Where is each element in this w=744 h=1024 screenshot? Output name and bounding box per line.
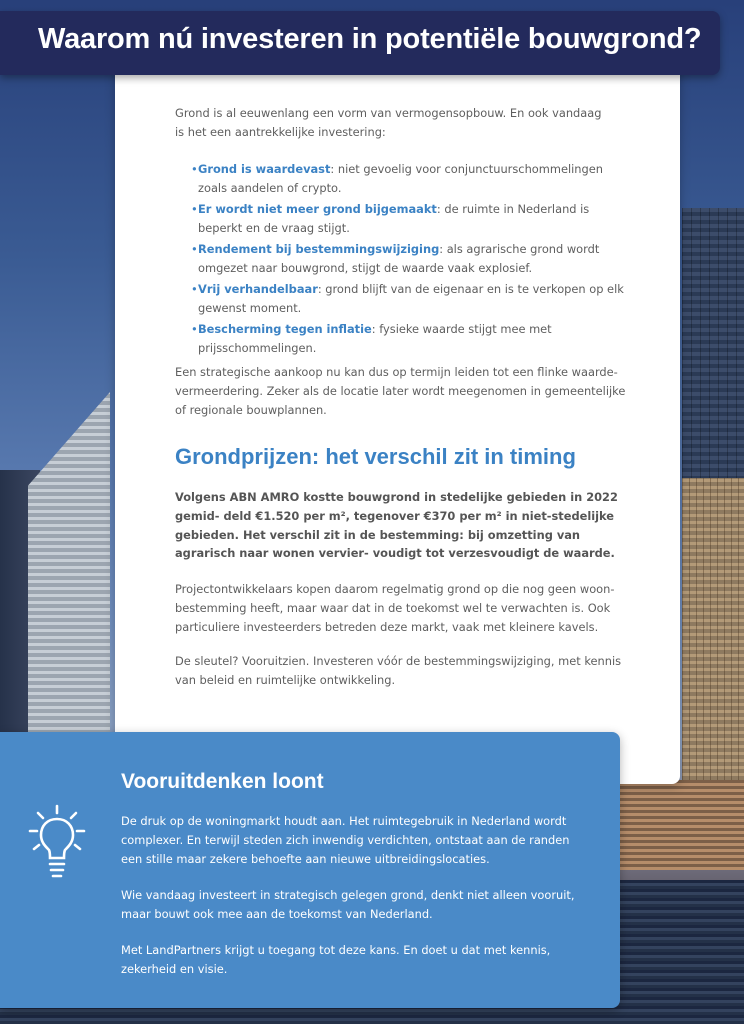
bullet-keyword: Er wordt niet meer grond bijgemaakt xyxy=(198,201,437,216)
strategic-purchase-paragraph: Een strategische aankoop nu kan dus op termijn leiden tot een flinke waarde- vermeerdering. Zeker als de locatie later wordt meegenomen in gemeentelijke of regionale bouwplannen. xyxy=(175,365,626,417)
key-paragraph: De sleutel? Vooruitzien. Investeren vóór de bestemmingswijziging, met kennis van beleid en ruimtelijke ontwikkeling. xyxy=(175,654,622,687)
bullet-text: : fysieke waarde stijgt mee met prijsschommelingen. xyxy=(198,321,552,355)
list-item: • Vrij verhandelbaar: grond blijft van de eigenaar en is te verkopen op elk gewenst moment. xyxy=(191,281,624,315)
callout-body xyxy=(121,812,591,976)
harbor-buildings xyxy=(600,780,744,870)
bullet-text: : grond blijft van de eigenaar en is te verkopen op elk gewenst moment. xyxy=(198,281,624,315)
page-title: Waarom nú investeren in potentiële bouwgrond? xyxy=(38,23,702,55)
abn-amro-paragraph: Volgens ABN AMRO kostte bouwgrond in stedelijke gebieden in 2022 gemid- deld €1.520 per m², tegenover €370 per m² in niet-stedelijke gebieden. Het verschil zit in de bestemming: bij omzetting van agrarisch naar wonen vervier- voudigt tot verzesvoudigt de waarde. xyxy=(175,490,618,561)
intro-paragraph: Grond is al eeuwenlang een vorm van vermogensopbouw. En ook vandaag is het een aantrekkelijke investering: xyxy=(175,106,602,139)
bullet-text: : als agrarische grond wordt omgezet naar bouwgrond, stijgt de waarde vaak explosief. xyxy=(198,241,600,275)
list-item: • Grond is waardevast: niet gevoelig voor conjunctuurschommelingen zoals aandelen of crypto. xyxy=(191,162,603,195)
benefits-list xyxy=(191,160,631,360)
developers-paragraph: Projectontwikkelaars kopen daarom regelmatig grond op die nog geen woon- bestemming heeft, maar waar dat in de toekomst wel te verwachten is. Ook particuliere investeerders betreden deze markt, vaak met kleinere kavels. xyxy=(175,582,615,634)
section-title: Grondprijzen: het verschil zit in timing xyxy=(175,444,576,469)
header-banner xyxy=(0,11,720,75)
bullet-keyword: Vrij verhandelbaar xyxy=(198,281,318,296)
callout-paragraph-1: De druk op de woningmarkt houdt aan. Het ruimtegebruik in Nederland wordt complexer. En terwijl steden zich inwendig verdichten, ontstaat aan de randen een stille maar zekere behoefte aan nieuwe uitbreidingslocaties. xyxy=(121,814,570,866)
callout-title: Vooruitdenken loont xyxy=(121,770,324,793)
content-card xyxy=(115,68,680,784)
building-right-lower xyxy=(682,478,744,818)
list-item: • Rendement bij bestemmingswijziging: als agrarische grond wordt omgezet naar bouwgrond, stijgt de waarde vaak explosief. xyxy=(191,241,600,275)
callout-paragraph-2: Wie vandaag investeert in strategisch gelegen grond, denkt niet alleen vooruit, maar bouwt ook mee aan de toekomst van Nederland. xyxy=(121,888,575,921)
lightbulb-icon xyxy=(28,804,86,884)
callout-box xyxy=(0,732,620,1008)
callout-paragraph-3: Met LandPartners krijgt u toegang tot deze kans. En doet u dat met kennis, zekerheid en visie. xyxy=(121,943,551,976)
bullet-text: : de ruimte in Nederland is beperkt en de vraag stijgt. xyxy=(198,201,590,235)
bullet-text: : niet gevoelig voor conjunctuurschommelingen zoals aandelen of crypto. xyxy=(198,162,603,195)
list-item: • Er wordt niet meer grond bijgemaakt: de ruimte in Nederland is beperkt en de vraag stijgt. xyxy=(191,201,590,235)
bullet-keyword: Bescherming tegen inflatie xyxy=(198,321,372,336)
list-item: • Bescherming tegen inflatie: fysieke waarde stijgt mee met prijsschommelingen. xyxy=(191,321,552,355)
bullet-keyword: Grond is waardevast xyxy=(198,162,331,176)
bullet-keyword: Rendement bij bestemmingswijziging xyxy=(198,241,440,256)
